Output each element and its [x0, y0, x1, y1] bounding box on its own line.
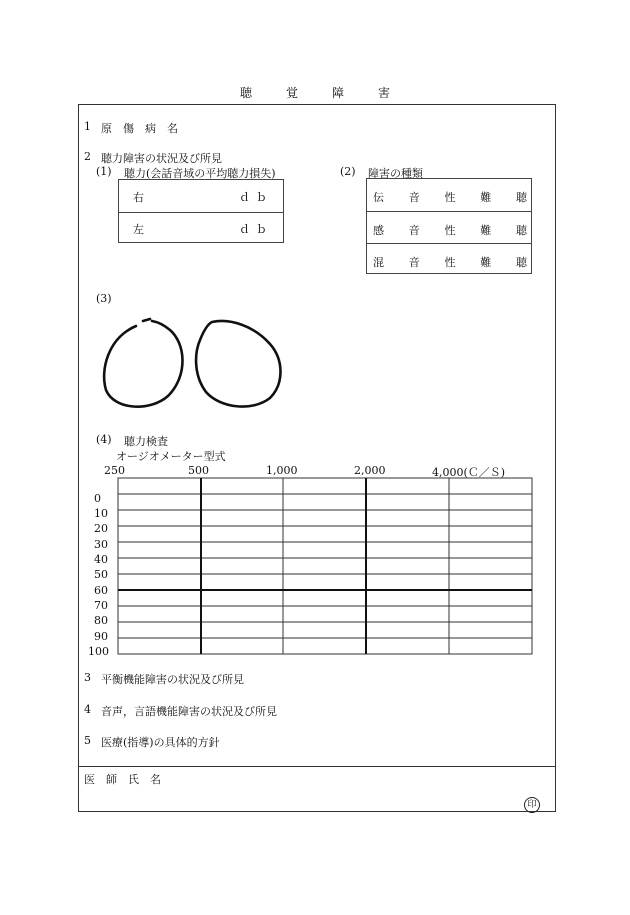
db-label: 80 — [94, 614, 108, 627]
label-char: 名 — [167, 122, 178, 135]
subsection-3-number: (3) — [96, 292, 112, 305]
side-label: 右 — [133, 191, 144, 204]
type-char: 性 — [444, 256, 456, 269]
type-char: 音 — [408, 224, 420, 237]
section-5-number: 5 — [84, 734, 91, 747]
grid-border — [118, 478, 532, 654]
db-label: 70 — [94, 599, 108, 612]
freq-label: 1,000 — [266, 464, 298, 477]
db-label: 100 — [88, 645, 109, 658]
section-4-label: 音声，言語機能障害の状況及び所見 — [101, 705, 277, 718]
label-char: 師 — [106, 773, 117, 786]
freq-label: 250 — [104, 464, 125, 477]
section-4-number: 4 — [84, 703, 91, 716]
section-3-number: 3 — [84, 671, 91, 684]
subsection-4-number: (4) — [96, 433, 112, 446]
type-char: 聴 — [516, 256, 527, 269]
db-label: 50 — [94, 568, 108, 581]
db-label: 0 — [94, 492, 101, 505]
db-label: 90 — [94, 630, 108, 643]
subsection-1-number: (1) — [96, 165, 112, 178]
db-label: 10 — [94, 507, 108, 520]
doctor-name-label — [84, 771, 172, 787]
type-char: 伝 — [373, 191, 384, 204]
type-char: 性 — [444, 224, 456, 237]
type-char: 難 — [480, 256, 492, 269]
section-3-label: 平衡機能障害の状況及び所見 — [101, 673, 244, 686]
type-char: 性 — [444, 191, 456, 204]
type-char: 難 — [480, 224, 492, 237]
title-char: 障 — [332, 86, 345, 100]
type-char: 音 — [408, 256, 420, 269]
doctor-separator — [78, 766, 556, 767]
side-label: 左 — [133, 223, 144, 236]
subsection-2-label: 障害の種類 — [368, 167, 423, 180]
freq-label: 500 — [188, 464, 209, 477]
section-1-number: 1 — [84, 120, 91, 133]
label-char: 名 — [150, 773, 161, 786]
freq-label: 4,000(Ｃ／Ｓ) — [432, 466, 506, 479]
audiometer-type-label: オージオメーター型式 — [116, 450, 226, 463]
label-char: 傷 — [123, 122, 134, 135]
section-5-label: 医療(指導)の具体的方針 — [101, 736, 220, 749]
subsection-4-label: 聴力検査 — [124, 435, 168, 448]
unit-label: ｄｂ — [239, 223, 273, 236]
db-label: 60 — [94, 584, 108, 597]
section-2-number: 2 — [84, 150, 91, 163]
type-char: 音 — [408, 191, 420, 204]
title-char: 害 — [378, 86, 391, 100]
type-char: 混 — [373, 256, 384, 269]
subsection-1-label: 聴力(会話音域の平均聴力損失) — [124, 167, 276, 180]
type-char: 感 — [373, 224, 384, 237]
section-2-label: 聴力障害の状況及び所見 — [101, 152, 222, 165]
seal-mark: 印 — [524, 797, 540, 813]
type-char: 聴 — [516, 191, 527, 204]
type-char: 難 — [480, 191, 492, 204]
freq-label: 2,000 — [354, 464, 386, 477]
title-char: 聴 — [239, 86, 252, 100]
type-char: 聴 — [516, 224, 527, 237]
label-char: 原 — [101, 122, 112, 135]
label-char: 病 — [145, 122, 156, 135]
db-label: 40 — [94, 553, 108, 566]
db-label: 30 — [94, 538, 108, 551]
subsection-2-number: (2) — [340, 165, 356, 178]
title-char: 覚 — [285, 86, 298, 100]
db-label: 20 — [94, 522, 108, 535]
label-char: 医 — [84, 773, 95, 786]
unit-label: ｄｂ — [239, 191, 273, 204]
label-char: 氏 — [128, 773, 139, 786]
